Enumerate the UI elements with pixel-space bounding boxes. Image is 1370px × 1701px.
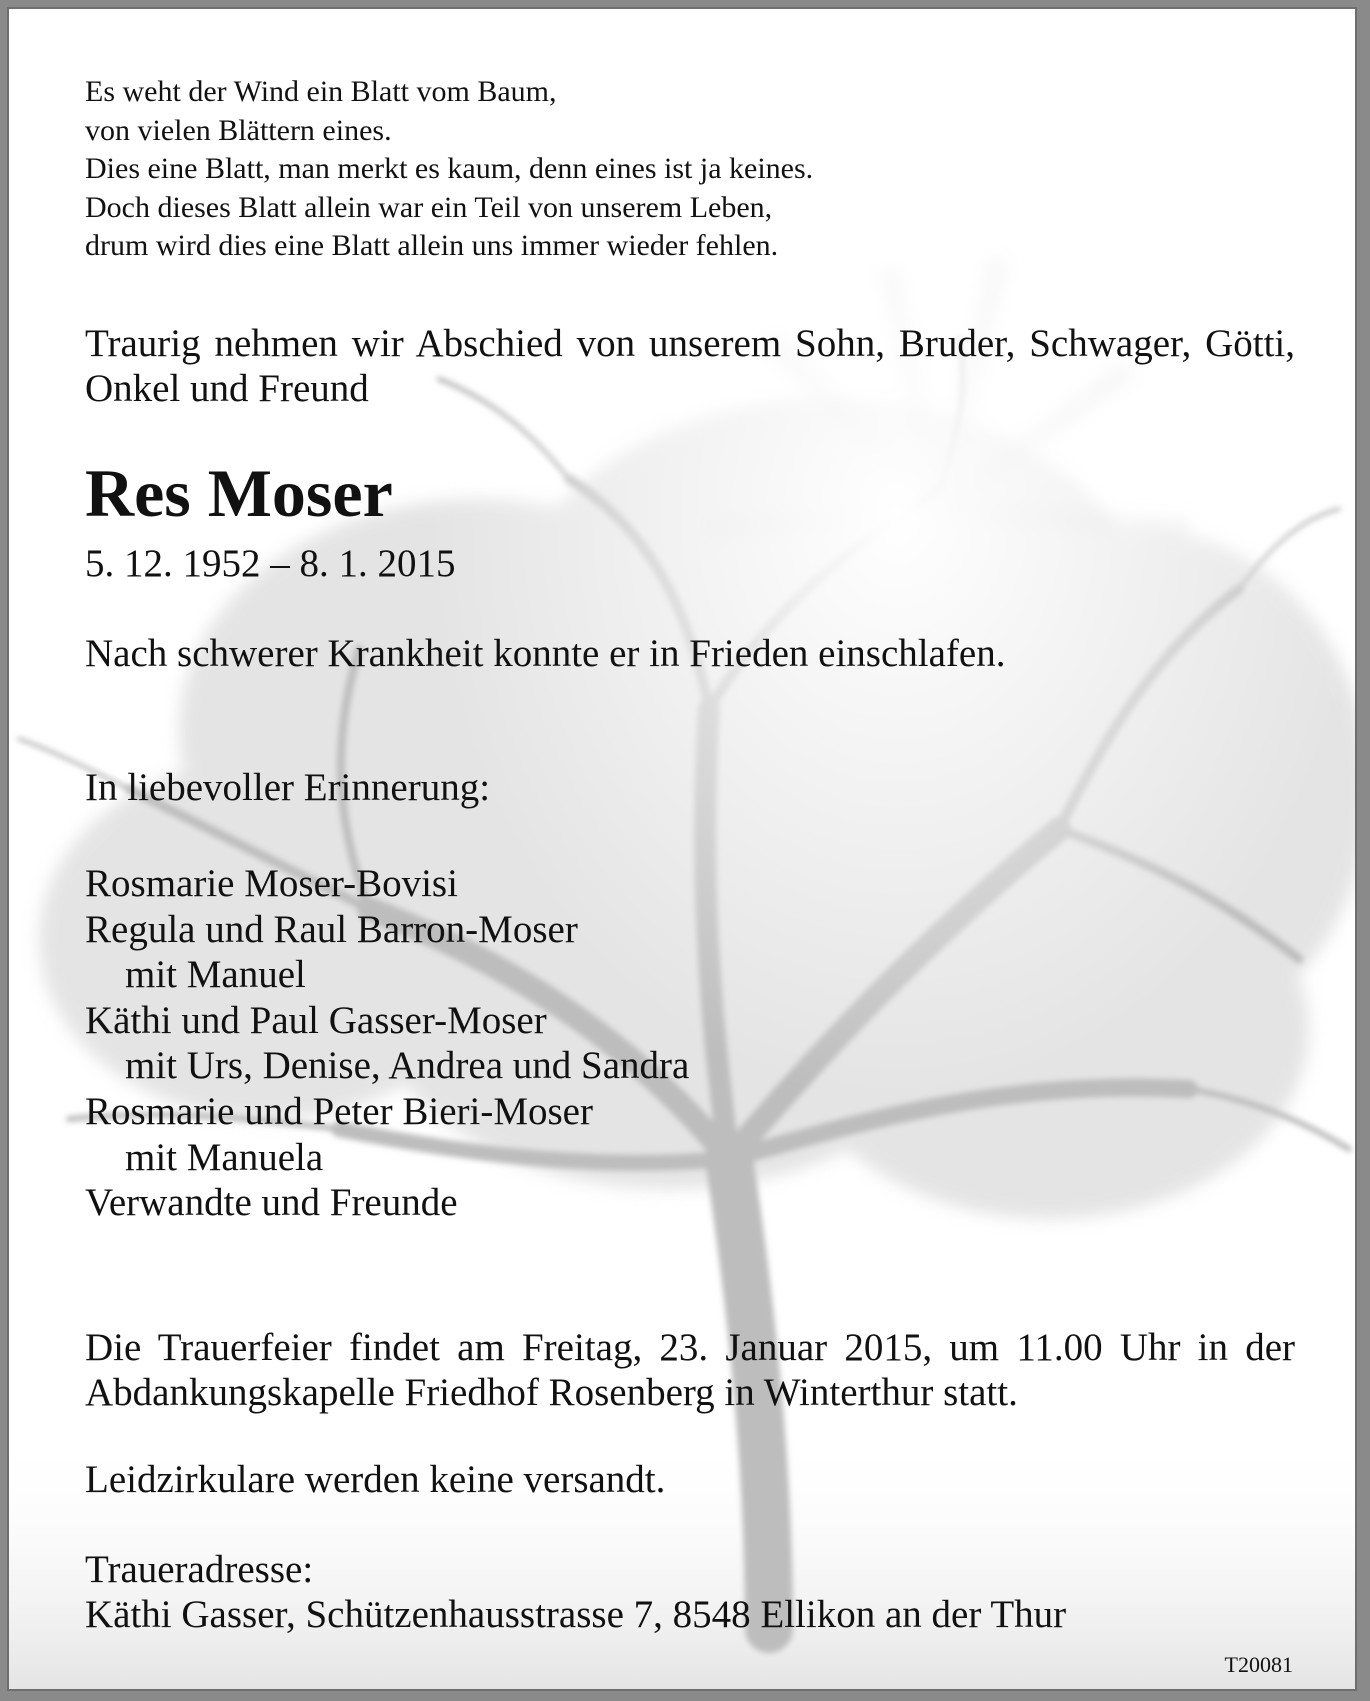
obituary-notice (7, 7, 1357, 1691)
mourner-entry: mit Urs, Denise, Andrea und Sandra (125, 1044, 690, 1088)
mourner-entry: mit Manuela (125, 1135, 324, 1179)
deceased-name: Res Moser (85, 455, 393, 531)
poem-line: Es weht der Wind ein Blatt vom Baum, (85, 75, 557, 108)
poem-line: von vielen Blättern eines. (85, 113, 392, 147)
mourner-entry: Rosmarie Moser-Bovisi (85, 862, 458, 905)
mourner-entry: Verwandte und Freunde (85, 1181, 458, 1225)
ad-code: T20081 (1224, 1652, 1293, 1677)
mourners-list (85, 861, 689, 1226)
poem-line: drum wird dies eine Blatt allein uns immer wieder fehlen. (85, 229, 779, 262)
mourning-address (85, 1547, 1066, 1637)
life-dates: 5. 12. 1952 – 8. 1. 2015 (85, 542, 456, 585)
address-value: Käthi Gasser, Schützenhausstrasse 7, 8548 Ellikon an der Thur (85, 1593, 1067, 1636)
address-label: Traueradresse: (85, 1548, 314, 1591)
circulars-note: Leidzirkulare werden keine versandt. (85, 1458, 666, 1501)
passing-note: Nach schwerer Krankheit konnte er in Frieden einschlafen. (85, 632, 1006, 675)
mourner-entry: Regula und Raul Barron-Moser (85, 907, 578, 951)
poem-line: Doch dieses Blatt allein war ein Teil von unserem Leben, (85, 190, 773, 224)
mourner-entry: mit Manuel (125, 953, 306, 997)
memory-heading: In liebevoller Erinnerung: (85, 766, 491, 809)
poem (85, 73, 813, 266)
farewell-intro: Traurig nehmen wir Abschied von unserem Sohn, Bruder, Schwager, Götti, Onkel und Freund (85, 322, 1295, 410)
mourner-entry: Rosmarie und Peter Bieri-Moser (85, 1089, 593, 1133)
ceremony-info: Die Trauerfeier findet am Freitag, 23. Januar 2015, um 11.00 Uhr in der Abdankungskapelle Friedhof Rosenberg in Winterthur statt. (85, 1326, 1295, 1414)
mourner-entry: Käthi und Paul Gasser-Moser (85, 998, 547, 1042)
poem-line: Dies eine Blatt, man merkt es kaum, denn eines ist ja keines. (85, 152, 814, 185)
